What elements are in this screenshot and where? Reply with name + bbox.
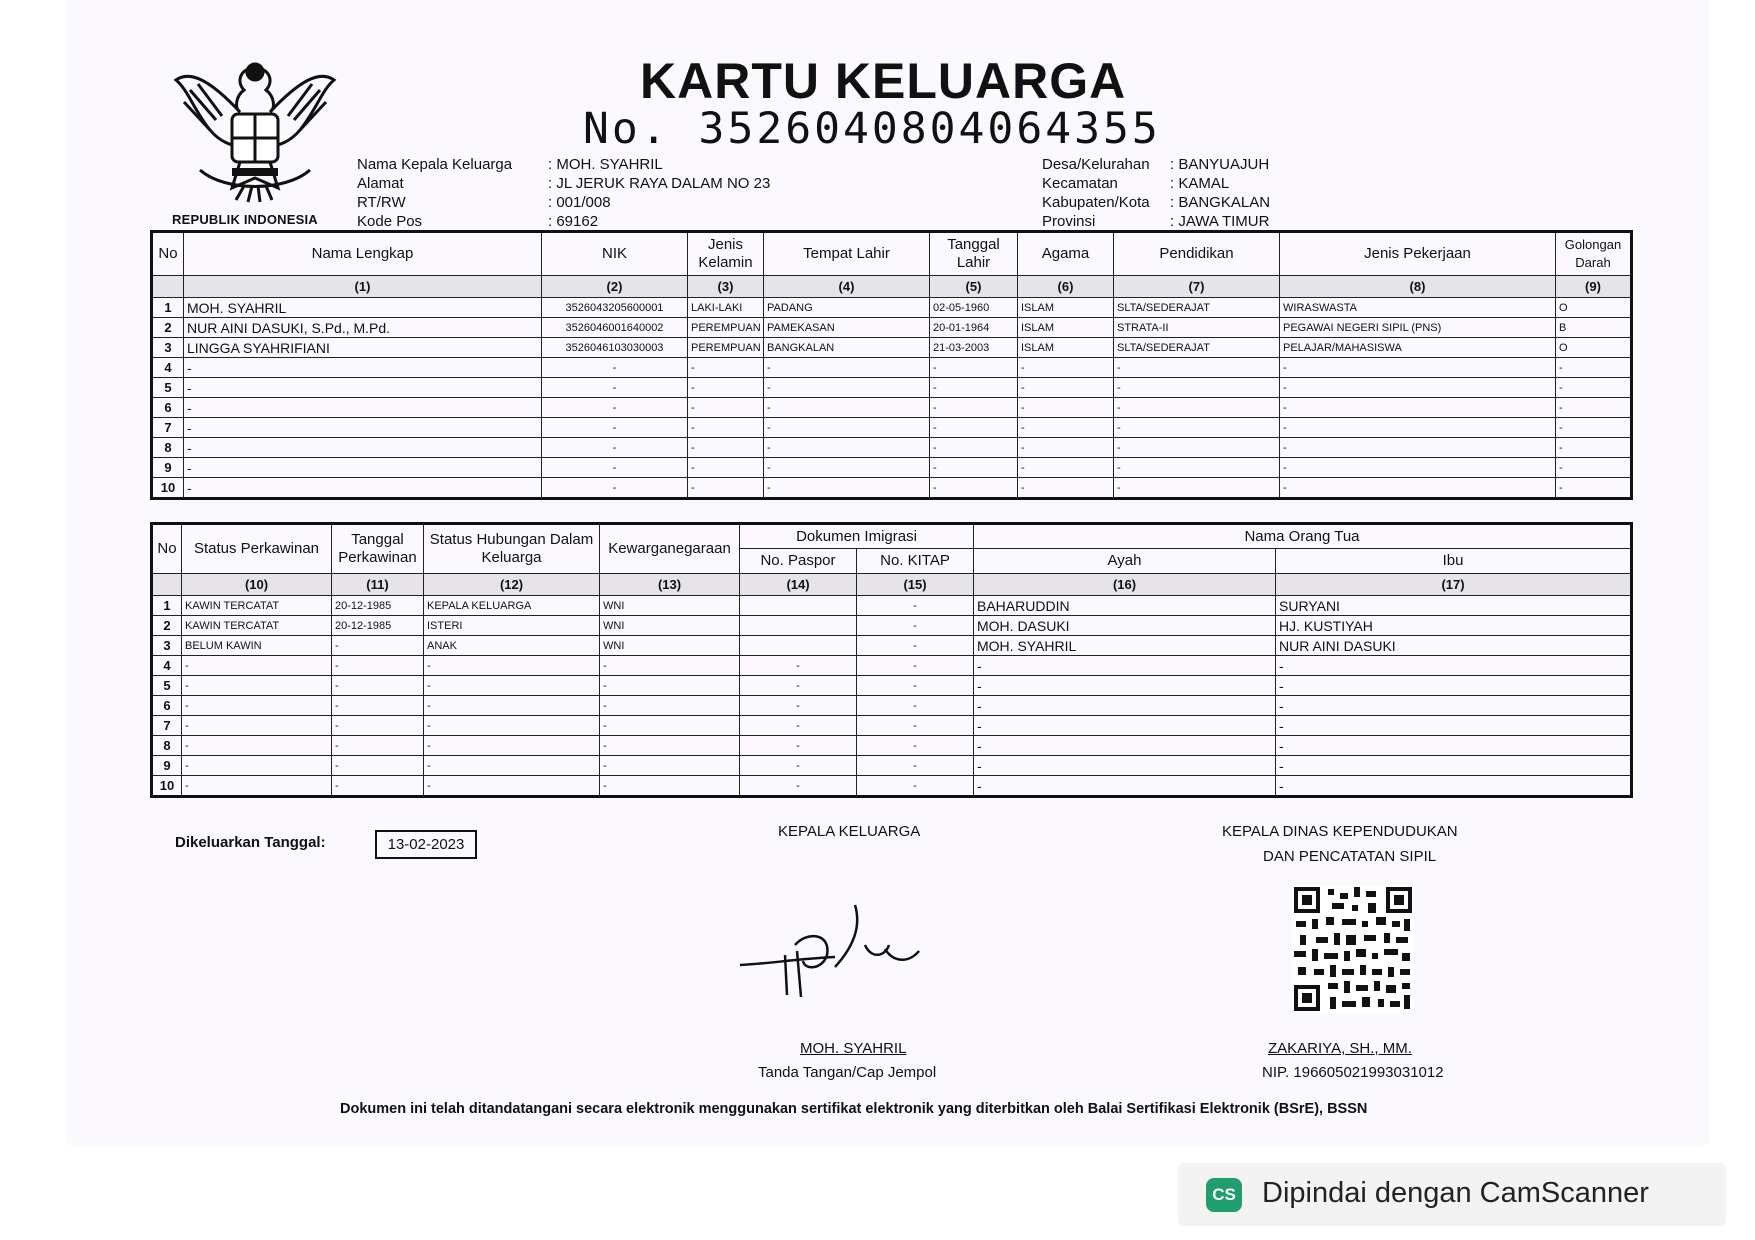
- table-cell: -: [1556, 358, 1632, 378]
- table-cell: PELAJAR/MAHASISWA: [1280, 338, 1556, 358]
- table-cell: -: [542, 398, 688, 418]
- table-cell: -: [1276, 676, 1632, 696]
- table-cell: -: [184, 438, 542, 458]
- camscanner-watermark: [1178, 1163, 1726, 1226]
- garuda-emblem-icon: [170, 50, 340, 215]
- table-cell: -: [542, 418, 688, 438]
- table-cell: NUR AINI DASUKI: [1276, 636, 1632, 656]
- table-cell: BANGKALAN: [764, 338, 930, 358]
- republik-indonesia-caption: REPUBLIK INDONESIA: [172, 212, 318, 227]
- table-cell: 3526043205600001: [542, 298, 688, 318]
- table-cell: SLTA/SEDERAJAT: [1114, 298, 1280, 318]
- table-cell: -: [1114, 478, 1280, 499]
- col-header-no: No: [152, 524, 182, 574]
- table-cell: WNI: [600, 636, 740, 656]
- col-header-agama: Agama: [1018, 232, 1114, 276]
- table-row: [152, 478, 1632, 499]
- table-cell: HJ. KUSTIYAH: [1276, 616, 1632, 636]
- table-cell: -: [600, 676, 740, 696]
- table-cell: 6: [152, 696, 182, 716]
- col-header-nama-orang-tua: Nama Orang Tua: [974, 524, 1632, 549]
- col-header-status-perkawinan: Status Perkawinan: [182, 524, 332, 574]
- table-cell: 02-05-1960: [930, 298, 1018, 318]
- issued-date-value: 13-02-2023: [375, 830, 477, 859]
- table-cell: -: [974, 756, 1276, 776]
- table-cell: -: [930, 378, 1018, 398]
- col-header-dokumen-imigrasi: Dokumen Imigrasi: [740, 524, 974, 549]
- table-cell: 1: [152, 596, 182, 616]
- table-cell: SLTA/SEDERAJAT: [1114, 338, 1280, 358]
- table-cell: -: [542, 458, 688, 478]
- table-cell: 5: [152, 378, 184, 398]
- table-cell: -: [424, 756, 600, 776]
- table-row: [152, 756, 1632, 776]
- postal-code-value: : 69162: [548, 213, 599, 230]
- table-cell: -: [182, 776, 332, 797]
- table-cell: -: [542, 478, 688, 499]
- table-row: [152, 656, 1632, 676]
- table-cell: SURYANI: [1276, 596, 1632, 616]
- official-title-line1: KEPALA DINAS KEPENDUDUKAN: [1222, 823, 1458, 840]
- table-cell: KAWIN TERCATAT: [182, 616, 332, 636]
- table-cell: -: [1114, 418, 1280, 438]
- table-cell: BELUM KAWIN: [182, 636, 332, 656]
- table-cell: [740, 616, 857, 636]
- table-cell: -: [1276, 776, 1632, 797]
- official-nip: NIP. 196605021993031012: [1262, 1064, 1444, 1081]
- table-cell: -: [764, 438, 930, 458]
- table-cell: 6: [152, 398, 184, 418]
- table-cell: -: [1018, 378, 1114, 398]
- table-cell: -: [182, 756, 332, 776]
- table-cell: -: [1280, 458, 1556, 478]
- col-header-ayah: Ayah: [974, 549, 1276, 574]
- table-cell: -: [600, 736, 740, 756]
- table-cell: -: [1114, 358, 1280, 378]
- table-cell: -: [184, 378, 542, 398]
- table-cell: B: [1556, 318, 1632, 338]
- issued-date-label: Dikeluarkan Tanggal:: [175, 834, 326, 851]
- table-cell: -: [600, 656, 740, 676]
- table-cell: -: [1114, 378, 1280, 398]
- col-header-nik: NIK: [542, 232, 688, 276]
- table-cell: -: [1018, 358, 1114, 378]
- table-cell: -: [1556, 418, 1632, 438]
- table-row: [152, 458, 1632, 478]
- table-cell: -: [688, 418, 764, 438]
- table-cell: -: [332, 776, 424, 797]
- table-cell: 4: [152, 656, 182, 676]
- table-row: [152, 596, 1632, 616]
- table-cell: -: [1276, 656, 1632, 676]
- table-cell: 1: [152, 298, 184, 318]
- header-left-labels: Nama Kepala Keluarga Alamat RT/RW Kode Pos: [357, 156, 513, 230]
- document-title: KARTU KELUARGA: [640, 53, 1127, 109]
- table-cell: KAWIN TERCATAT: [182, 596, 332, 616]
- table-cell: 21-03-2003: [930, 338, 1018, 358]
- table-cell: ISLAM: [1018, 338, 1114, 358]
- table-cell: STRATA-II: [1114, 318, 1280, 338]
- table-cell: -: [1280, 478, 1556, 499]
- table-cell: 8: [152, 438, 184, 458]
- table-cell: -: [974, 696, 1276, 716]
- table-cell: -: [600, 696, 740, 716]
- table-cell: -: [1276, 696, 1632, 716]
- table-cell: -: [857, 616, 974, 636]
- table-cell: 8: [152, 736, 182, 756]
- table-cell: O: [1556, 298, 1632, 318]
- table-row: [152, 438, 1632, 458]
- table-cell: -: [930, 478, 1018, 499]
- table-cell: -: [1280, 418, 1556, 438]
- col-header-no-kitap: No. KITAP: [857, 549, 974, 574]
- col-header-no: No: [152, 232, 184, 276]
- table-cell: -: [332, 736, 424, 756]
- table-cell: -: [184, 458, 542, 478]
- col-header-tempat-lahir: Tempat Lahir: [764, 232, 930, 276]
- camscanner-label: Dipindai dengan CamScanner: [1262, 1177, 1649, 1209]
- table-cell: -: [764, 398, 930, 418]
- table-cell: -: [688, 378, 764, 398]
- qr-code-icon: [1292, 885, 1414, 1013]
- table-cell: KEPALA KELUARGA: [424, 596, 600, 616]
- table-cell: -: [1556, 378, 1632, 398]
- signature-caption: Tanda Tangan/Cap Jempol: [758, 1064, 937, 1081]
- table-cell: [740, 636, 857, 656]
- table-cell: -: [974, 656, 1276, 676]
- table-cell: 3: [152, 338, 184, 358]
- table-cell: WIRASWASTA: [1280, 298, 1556, 318]
- family-card-number: No. 3526040804064355: [583, 104, 1161, 154]
- table-cell: -: [740, 776, 857, 797]
- table-cell: -: [1276, 716, 1632, 736]
- table-row: [152, 616, 1632, 636]
- table-cell: -: [974, 736, 1276, 756]
- family-members-table: [150, 230, 1633, 500]
- table-cell: -: [1556, 478, 1632, 499]
- table-row: [152, 776, 1632, 797]
- table-cell: -: [1556, 458, 1632, 478]
- table-row: [152, 676, 1632, 696]
- official-title-line2: DAN PENCATATAN SIPIL: [1263, 848, 1437, 865]
- table-cell: WNI: [600, 616, 740, 636]
- table-cell: -: [332, 676, 424, 696]
- col-header-ibu: Ibu: [1276, 549, 1632, 574]
- table-cell: -: [1018, 438, 1114, 458]
- col-header-tanggal-perkawinan: Tanggal Perkawinan: [332, 524, 424, 574]
- col-header-no-paspor: No. Paspor: [740, 549, 857, 574]
- table-cell: -: [1018, 458, 1114, 478]
- camscanner-icon: CS: [1206, 1178, 1242, 1212]
- table-cell: -: [857, 676, 974, 696]
- table-cell: -: [930, 418, 1018, 438]
- table-cell: 10: [152, 776, 182, 797]
- table-cell: -: [764, 378, 930, 398]
- table-cell: [740, 596, 857, 616]
- table-cell: -: [184, 418, 542, 438]
- table-cell: 20-01-1964: [930, 318, 1018, 338]
- table-cell: -: [930, 458, 1018, 478]
- table-cell: -: [542, 378, 688, 398]
- table-cell: -: [1280, 358, 1556, 378]
- table-cell: -: [424, 656, 600, 676]
- regency-value: : BANGKALAN: [1170, 194, 1271, 211]
- table-cell: PEREMPUAN: [688, 318, 764, 338]
- table-cell: ISLAM: [1018, 298, 1114, 318]
- table-cell: -: [930, 438, 1018, 458]
- table-cell: -: [1276, 756, 1632, 776]
- table-cell: -: [930, 358, 1018, 378]
- table-cell: -: [1114, 458, 1280, 478]
- col-header-tanggal-lahir: Tanggal Lahir: [930, 232, 1018, 276]
- table-cell: -: [688, 358, 764, 378]
- table-cell: 5: [152, 676, 182, 696]
- table-cell: -: [182, 656, 332, 676]
- table-cell: 2: [152, 318, 184, 338]
- table-cell: -: [184, 478, 542, 499]
- district-value: : KAMAL: [1170, 175, 1230, 192]
- head-of-family-signature: [735, 885, 925, 1005]
- table-cell: -: [332, 696, 424, 716]
- table-cell: -: [600, 776, 740, 797]
- table-row: [152, 418, 1632, 438]
- header-left-values: [548, 155, 770, 231]
- table-row: [152, 398, 1632, 418]
- table-row: [152, 378, 1632, 398]
- table-cell: ISLAM: [1018, 318, 1114, 338]
- table-cell: -: [740, 756, 857, 776]
- table-cell: -: [332, 716, 424, 736]
- table-cell: -: [857, 776, 974, 797]
- table-cell: -: [930, 398, 1018, 418]
- table-cell: -: [974, 716, 1276, 736]
- table-cell: -: [740, 736, 857, 756]
- table-cell: LINGGA SYAHRIFIANI: [184, 338, 542, 358]
- table-cell: 3526046103030003: [542, 338, 688, 358]
- table-cell: -: [857, 656, 974, 676]
- column-number-row: (1) (2) (3) (4) (5) (6) (7) (8) (9): [152, 276, 1632, 298]
- table-cell: -: [740, 716, 857, 736]
- table-row: [152, 358, 1632, 378]
- table-cell: 20-12-1985: [332, 616, 424, 636]
- header-right-values: [1170, 155, 1270, 231]
- table-cell: -: [1556, 438, 1632, 458]
- table-cell: MOH. DASUKI: [974, 616, 1276, 636]
- table-cell: -: [542, 438, 688, 458]
- electronic-signature-disclaimer: Dokumen ini telah ditandatangani secara elektronik menggunakan sertifikat elektronik yang diterbitkan oleh Balai Sertifikasi Elektronik (BSrE), BSSN: [340, 1101, 1368, 1117]
- table-cell: -: [857, 736, 974, 756]
- table-cell: -: [424, 676, 600, 696]
- rt-rw-value: : 001/008: [548, 194, 611, 211]
- table-cell: -: [1114, 398, 1280, 418]
- col-header-nama: Nama Lengkap: [184, 232, 542, 276]
- table-cell: -: [740, 696, 857, 716]
- table-cell: -: [182, 696, 332, 716]
- table-cell: -: [600, 716, 740, 736]
- table-cell: -: [424, 776, 600, 797]
- table-cell: -: [1276, 736, 1632, 756]
- table-cell: -: [424, 696, 600, 716]
- table-cell: -: [740, 656, 857, 676]
- table-cell: -: [1280, 438, 1556, 458]
- table-cell: -: [688, 478, 764, 499]
- header-right-labels: Desa/Kelurahan Kecamatan Kabupaten/Kota Provinsi: [1042, 156, 1150, 230]
- table-cell: 10: [152, 478, 184, 499]
- table-cell: -: [1018, 418, 1114, 438]
- col-header-pendidikan: Pendidikan: [1114, 232, 1280, 276]
- village-value: : BANYUAJUH: [1170, 156, 1270, 173]
- table-cell: -: [424, 736, 600, 756]
- table-cell: -: [182, 676, 332, 696]
- col-header-kewarganegaraan: Kewarganegaraan: [600, 524, 740, 574]
- table-row: [152, 716, 1632, 736]
- address-value: : JL JERUK RAYA DALAM NO 23: [548, 175, 771, 192]
- table-cell: MOH. SYAHRIL: [974, 636, 1276, 656]
- table-cell: -: [857, 636, 974, 656]
- table-cell: -: [857, 596, 974, 616]
- table-cell: -: [182, 716, 332, 736]
- table-row: [152, 696, 1632, 716]
- table-cell: -: [182, 736, 332, 756]
- table-cell: -: [688, 398, 764, 418]
- col-header-golongan-darah: Golongan Darah: [1556, 232, 1632, 276]
- province-value: : JAWA TIMUR: [1170, 213, 1270, 230]
- head-of-family-name: MOH. SYAHRIL: [800, 1040, 907, 1057]
- table-row: [152, 298, 1632, 318]
- table-cell: 4: [152, 358, 184, 378]
- table-cell: -: [740, 676, 857, 696]
- table-cell: -: [1280, 398, 1556, 418]
- table-cell: -: [332, 756, 424, 776]
- table-cell: LAKI-LAKI: [688, 298, 764, 318]
- table-cell: -: [542, 358, 688, 378]
- table-cell: -: [1114, 438, 1280, 458]
- table-cell: -: [764, 358, 930, 378]
- table-cell: 3526046001640002: [542, 318, 688, 338]
- table-cell: -: [1018, 398, 1114, 418]
- table-cell: MOH. SYAHRIL: [184, 298, 542, 318]
- table-cell: -: [688, 458, 764, 478]
- table-cell: 3: [152, 636, 182, 656]
- table-cell: -: [1556, 398, 1632, 418]
- table-row: [152, 338, 1632, 358]
- table-row: [152, 318, 1632, 338]
- table-cell: -: [764, 478, 930, 499]
- table-cell: ANAK: [424, 636, 600, 656]
- table-cell: -: [1280, 378, 1556, 398]
- table-cell: 9: [152, 458, 184, 478]
- table-cell: 7: [152, 418, 184, 438]
- table-cell: -: [857, 716, 974, 736]
- table-row: [152, 636, 1632, 656]
- col-header-status-hubungan: Status Hubungan Dalam Keluarga: [424, 524, 600, 574]
- table-cell: NUR AINI DASUKI, S.Pd., M.Pd.: [184, 318, 542, 338]
- head-of-family-title: KEPALA KELUARGA: [778, 823, 921, 840]
- table-cell: -: [857, 756, 974, 776]
- table-cell: -: [974, 776, 1276, 797]
- official-name: ZAKARIYA, SH., MM.: [1268, 1040, 1412, 1057]
- table-cell: O: [1556, 338, 1632, 358]
- table-cell: PEGAWAI NEGERI SIPIL (PNS): [1280, 318, 1556, 338]
- table-cell: -: [332, 656, 424, 676]
- table-cell: 2: [152, 616, 182, 636]
- table-cell: -: [764, 418, 930, 438]
- head-of-family-value: : MOH. SYAHRIL: [548, 156, 663, 173]
- table-cell: -: [1018, 478, 1114, 499]
- table-cell: -: [184, 398, 542, 418]
- table-row: [152, 736, 1632, 756]
- table-cell: -: [184, 358, 542, 378]
- table-cell: PADANG: [764, 298, 930, 318]
- table-cell: -: [857, 696, 974, 716]
- table-cell: -: [424, 716, 600, 736]
- table-cell: -: [974, 676, 1276, 696]
- table-cell: -: [332, 636, 424, 656]
- col-header-pekerjaan: Jenis Pekerjaan: [1280, 232, 1556, 276]
- table-cell: BAHARUDDIN: [974, 596, 1276, 616]
- col-header-jenis-kelamin: Jenis Kelamin: [688, 232, 764, 276]
- column-number-row: (10) (11) (12) (13) (14) (15) (16) (17): [152, 574, 1632, 596]
- family-status-table: [150, 522, 1633, 798]
- table-cell: -: [600, 756, 740, 776]
- table-cell: PAMEKASAN: [764, 318, 930, 338]
- table-cell: 9: [152, 756, 182, 776]
- table-cell: 7: [152, 716, 182, 736]
- table-cell: -: [764, 458, 930, 478]
- table-cell: ISTERI: [424, 616, 600, 636]
- table-cell: 20-12-1985: [332, 596, 424, 616]
- table-cell: PEREMPUAN: [688, 338, 764, 358]
- table-cell: -: [688, 438, 764, 458]
- table-cell: WNI: [600, 596, 740, 616]
